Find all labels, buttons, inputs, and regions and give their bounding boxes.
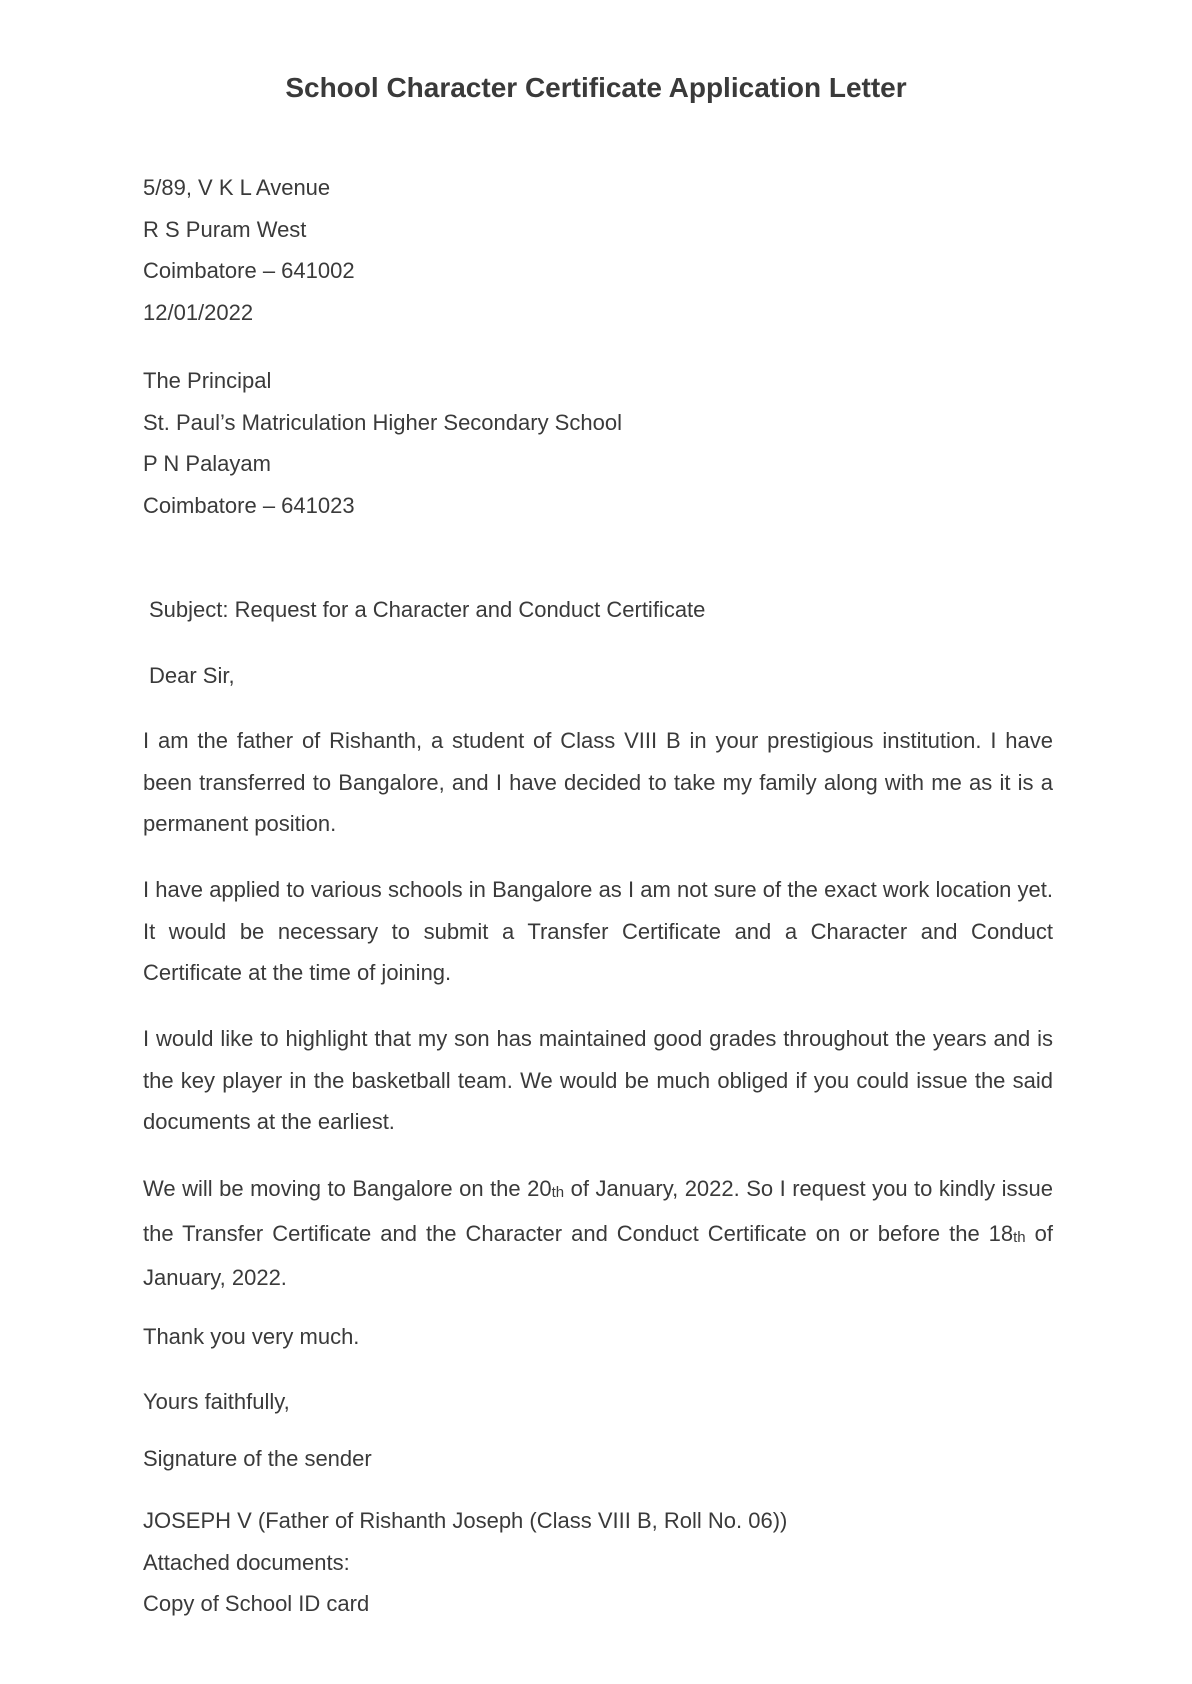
paragraph-text: We will be moving to Bangalore on the 20 [143, 1176, 552, 1201]
recipient-address [143, 360, 1053, 526]
sender-address-line: 5/89, V K L Avenue [143, 175, 331, 200]
sender-address-line: R S Puram West [143, 216, 307, 242]
recipient-address-line: St. Paul’s Matriculation Higher Secondary School [143, 409, 622, 435]
paragraph-text: of January, 2022. [143, 1220, 1053, 1291]
attachment-item: Copy of School ID card [143, 1591, 370, 1617]
paragraph-text: of January, 2022. So I request you to kindly issue the Transfer Certificate and the Character and Conduct Certificate on or before the 18 [143, 1176, 1053, 1246]
recipient-address-line: The Principal [143, 368, 272, 393]
sender-details [143, 1500, 1053, 1625]
body-paragraph [143, 1168, 1053, 1299]
ordinal-suffix: th [1013, 1228, 1026, 1246]
sender-address [143, 167, 1053, 333]
ordinal-suffix: th [551, 1184, 565, 1201]
letter-date: 12/01/2022 [143, 299, 254, 325]
recipient-address-line: P N Palayam [143, 451, 271, 477]
body-paragraph: I am the father of Rishanth, a student of Class VIII B in your prestigious institution. I have been transferred to Bangalore, and I have decided to take my family along with me as it is a permanent position. [143, 728, 1053, 837]
letter-subject: Subject: Request for a Character and Conduct Certificate [149, 597, 706, 622]
closing-line: Yours faithfully, [143, 1389, 290, 1414]
body-paragraph: I have applied to various schools in Bangalore as I am not sure of the exact work location yet. It would be necessary to submit a Transfer Certificate and a Character and Conduct Certificate at the time of joining. [143, 877, 1053, 986]
body-paragraph: I would like to highlight that my son has maintained good grades throughout the years and is the key player in the basketball team. We would be much obliged if you could issue the said documents at the earliest. [143, 1026, 1053, 1135]
document-title: School Character Certificate Application Letter [285, 72, 907, 103]
salutation: Dear Sir, [149, 663, 235, 688]
recipient-address-line: Coimbatore – 641023 [143, 492, 355, 518]
sender-address-line: Coimbatore – 641002 [143, 258, 355, 284]
thanks-line: Thank you very much. [143, 1324, 360, 1349]
signature-line: Signature of the sender [143, 1446, 372, 1471]
attachments-label: Attached documents: [143, 1549, 350, 1575]
sender-name: JOSEPH V (Father of Rishanth Joseph (Class VIII B, Roll No. 06)) [143, 1508, 788, 1533]
